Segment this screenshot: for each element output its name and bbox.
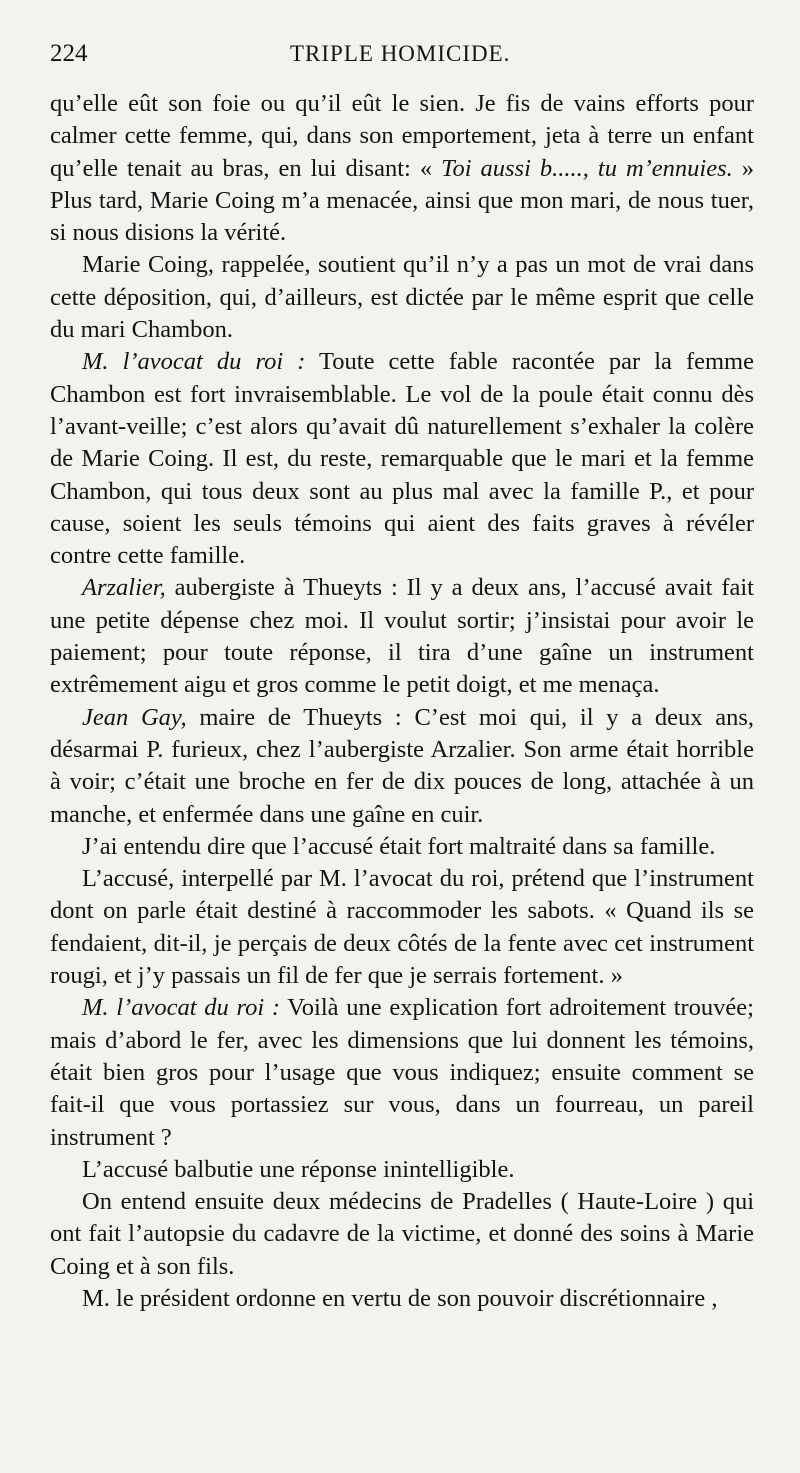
paragraph-8 — [50, 992, 754, 1153]
paragraph-text: maire de Thueyts : C’est moi qui, il y a deux ans, désarmai P. furieux, chez l’aubergiste Arzalier. Son arme était horrible à voir; c’était une broche en fer de dix pouces de long, attachée à un manche, et enfermée dans une gaîne en cuir. — [50, 703, 754, 828]
speaker-name: M. l’avocat du roi : — [82, 348, 306, 376]
page-number: 224 — [50, 40, 88, 67]
paragraph-text: J’ai entendu dire que l’accusé était fort maltraité dans sa famille. — [82, 832, 716, 860]
running-head: TRIPLE HOMICIDE. — [290, 41, 511, 66]
speaker-name: M. l’avocat du roi : — [82, 994, 280, 1022]
paragraph-text: aubergiste à Thueyts : Il y a deux ans, l’accusé avait fait une petite dépense chez moi. Il voulut sortir; j’insistai pour avoir le paiement; pour toute réponse, il tira d’une gaîne un instrument extrêmement aigu et gros comme le petit doigt, et me menaça. — [50, 574, 754, 699]
paragraph-text: On entend ensuite deux médecins de Pradelles ( Haute-Loire ) qui ont fait l’autopsie du cadavre de la victime, et donné des soins à Marie Coing et à son fils. — [50, 1188, 754, 1280]
paragraph-1 — [50, 88, 754, 249]
paragraph-9 — [50, 1154, 754, 1186]
paragraph-7 — [50, 863, 754, 992]
paragraph-text-after: » Plus tard, Marie Coing m’a menacée, ainsi que mon mari, de nous tuer, si nous disions la vérité. — [50, 154, 755, 247]
speaker-name: Arzalier, — [82, 574, 166, 602]
paragraph-text: qu’elle eût son foie ou qu’il eût le sien. Je fis de vains efforts pour calmer cette femme, qui, dans son emportement, jeta à terre un enfant qu’elle tenait au bras, en lui disant: « — [50, 90, 754, 182]
body-text — [50, 88, 754, 1315]
paragraph-10 — [50, 1186, 754, 1283]
paragraph-text: L’accusé balbutie une réponse inintelligible. — [82, 1155, 515, 1183]
paragraph-5 — [50, 702, 754, 831]
paragraph-2 — [50, 249, 754, 346]
paragraph-text: Toute cette fable racontée par la femme Chambon est fort invraisemblable. Le vol de la poule était connu dès l’avant-veille; c’est alors qu’avait dû naturellement s’exhaler la colère de Marie Coing. Il est, du reste, remarquable que le mari et la femme Chambon, qui tous deux sont au plus mal avec la famille P., et pour cause, soient les seuls témoins qui aient des faits graves à révéler contre cette famille. — [50, 348, 754, 570]
paragraph-text: L’accusé, interpellé par M. l’avocat du roi, prétend que l’instrument dont on parle était destiné à raccommoder les sabots. « Quand ils se fendaient, dit-il, je perçais de deux côtés de la fente avec cet instrument rougi, et j’y passais un fil de fer que je serrais fortement. » — [50, 865, 754, 990]
paragraph-text: M. le président ordonne en vertu de son pouvoir discrétionnaire , — [82, 1284, 718, 1312]
quoted-speech: Toi aussi b....., tu m’ennuies. — [441, 154, 733, 182]
page-header — [50, 40, 754, 88]
paragraph-3 — [50, 346, 754, 572]
paragraph-text: Marie Coing, rappelée, soutient qu’il n’y a pas un mot de vrai dans cette déposition, qui, d’ailleurs, est dictée par le même esprit que celle du mari Chambon. — [50, 251, 754, 344]
paragraph-11 — [50, 1283, 754, 1315]
paragraph-4 — [50, 572, 754, 701]
paragraph-6 — [50, 831, 754, 863]
speaker-name: Jean Gay, — [82, 703, 187, 731]
paragraph-text: Voilà une explication fort adroitement trouvée; mais d’abord le fer, avec les dimensions que lui donnent les témoins, était bien gros pour l’usage que vous indiquez; ensuite comment se fait-il que vous portassiez sur vous, dans un fourreau, un pareil instrument ? — [50, 994, 754, 1151]
